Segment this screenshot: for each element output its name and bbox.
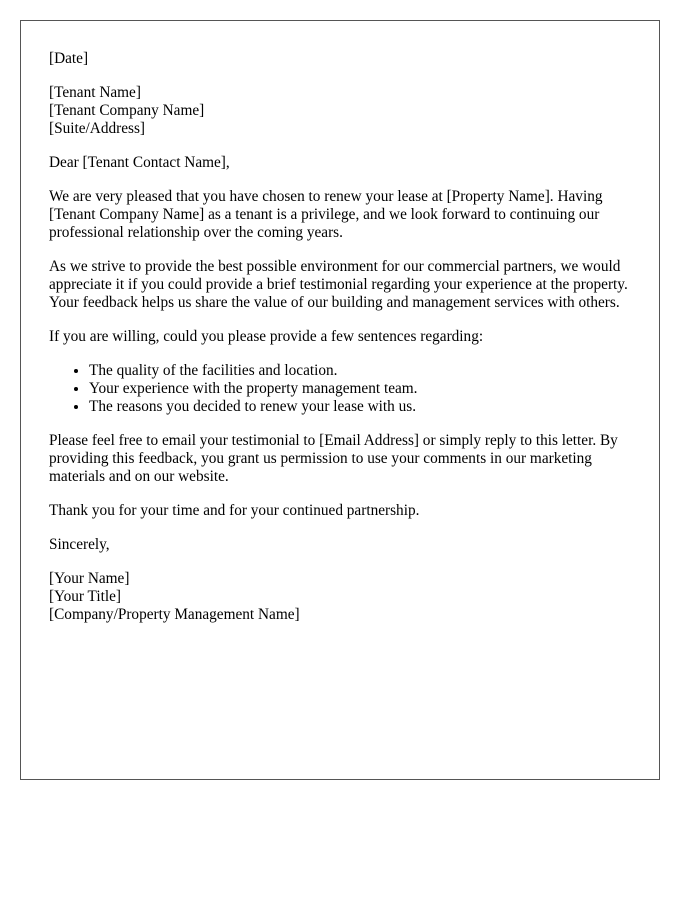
- paragraph-topics-intro: If you are willing, could you please provide a few sentences regarding:: [49, 328, 484, 345]
- signature-company: [Company/Property Management Name]: [49, 606, 300, 623]
- salutation: Dear [Tenant Contact Name],: [49, 154, 230, 171]
- paragraph-renewal: We are very pleased that you have chosen to renew your lease at [Property Name]. Having [Tenant Company Name] as a tenant is a privilege, and we look forward to continuing our professional relationship over the coming years.: [49, 188, 603, 241]
- letter-body: [49, 50, 639, 640]
- signature-name: [Your Name]: [49, 570, 130, 587]
- closing: Sincerely,: [49, 536, 110, 553]
- signature-block: [49, 570, 639, 624]
- topics-list: [49, 362, 639, 416]
- letter-date: [Date]: [49, 50, 89, 67]
- letter-page: [20, 20, 660, 780]
- recipient-name: [Tenant Name]: [49, 84, 141, 101]
- list-item: • The reasons you decided to renew your lease with us.: [89, 398, 639, 416]
- recipient-company: [Tenant Company Name]: [49, 102, 205, 119]
- recipient-block: [49, 84, 639, 138]
- list-item: • Your experience with the property management team.: [89, 380, 639, 398]
- paragraph-testimonial-request: As we strive to provide the best possible environment for our commercial partners, we would appreciate it if you could provide a brief testimonial regarding your experience at the property. Your feedback helps us share the value of our building and management services with others.: [49, 258, 628, 311]
- recipient-address: [Suite/Address]: [49, 120, 146, 137]
- signature-title: [Your Title]: [49, 588, 121, 605]
- list-item: • The quality of the facilities and location.: [89, 362, 639, 380]
- paragraph-submission: Please feel free to email your testimonial to [Email Address] or simply reply to this letter. By providing this feedback, you grant us permission to use your comments in our marketing materials and on our website.: [49, 432, 618, 485]
- paragraph-thanks: Thank you for your time and for your continued partnership.: [49, 502, 420, 519]
